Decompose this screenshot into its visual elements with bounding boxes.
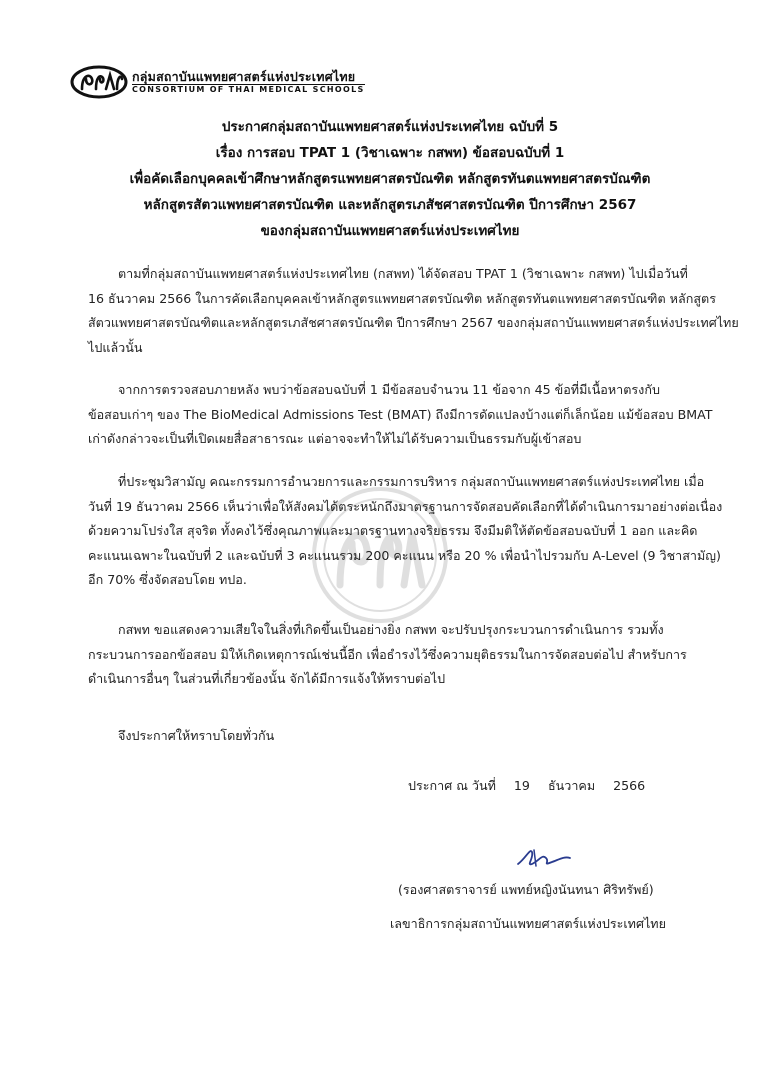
cots-logo-icon [70,65,128,99]
paragraph-line: ข้อสอบเก่าๆ ของ The BioMedical Admissions Test (BMAT) ถึงมีการดัดแปลงบ้างแต่ก็เล็กน้อย แม้ข้อสอบ BMAT [88,406,713,422]
paragraph-line: จึงประกาศให้ทราบโดยทั่วกัน [118,728,275,743]
org-name-english: CONSORTIUM OF THAI MEDICAL SCHOOLS [132,85,365,94]
paragraph-line: 16 ธันวาคม 2566 ในการคัดเลือกบุคคลเข้าหลักสูตรแพทยศาสตรบัณฑิต หลักสูตรทันตแพทยศาสตรบัณฑิต หลักสูตร [88,290,716,306]
paragraph-line: อีก 70% ซึ่งจัดสอบโดย ทปอ. [88,572,247,587]
paragraph-line: เก่าดังกล่าวจะเป็นที่เปิดเผยสื่อสาธารณะ แต่อาจจะทำให้ไม่ได้รับความเป็นธรรมกับผู้เข้าสอบ [88,431,582,446]
date-day: 19 [513,778,530,793]
title-line: เพื่อคัดเลือกบุคคลเข้าศึกษาหลักสูตรแพทยศาสตรบัณฑิต หลักสูตรทันตแพทยศาสตรบัณฑิต [129,171,651,187]
header-logo [70,62,365,102]
paragraph-line: สัตวแพทยศาสตรบัณฑิตและหลักสูตรเภสัชศาสตรบัณฑิต ปีการศึกษา 2567 ของกลุ่มสถาบันแพทยศาสตร์แห่งประเทศไทย [88,315,739,330]
title-line: หลักสูตรสัตวแพทยศาสตรบัณฑิต และหลักสูตรเภสัชศาสตรบัณฑิต ปีการศึกษา 2567 [143,197,637,213]
announcement-date [408,776,659,796]
paragraph-closing [88,724,688,749]
signer-role: เลขาธิการกลุ่มสถาบันแพทยศาสตร์แห่งประเทศไทย [390,916,666,931]
announcement-title [120,114,660,244]
signer-name: (รองศาสตราจารย์ แพทย์หญิงนันทนา ศิริทรัพย์) [398,882,654,897]
paragraph-line: กระบวนการออกข้อสอบ มิให้เกิดเหตุการณ์เช่นนี้อีก เพื่อธำรงไว้ซึ่งความยุติธรรมในการจัดสอบต่อไป สำหรับการ [88,646,687,662]
title-line: ของกลุ่มสถาบันแพทยศาสตร์แห่งประเทศไทย [260,223,520,239]
paragraph-line: ดำเนินการอื่นๆ ในส่วนที่เกี่ยวข้องนั้น จักได้มีการแจ้งให้ทราบต่อไป [88,671,446,686]
signature-icon [512,844,574,872]
paragraph-line: กสพท ขอแสดงความเสียใจในสิ่งที่เกิดขึ้นเป็นอย่างยิ่ง กสพท จะปรับปรุงกระบวนการดำเนินการ รวมทั้ง [118,622,664,637]
paragraph-line: วันที่ 19 ธันวาคม 2566 เห็นว่าเพื่อให้สังคมได้ตระหนักถึงมาตรฐานการจัดสอบคัดเลือกที่ได้ดำเนินการมาอย่างต่อเนื่อง [88,498,723,514]
paragraph-background [88,262,739,360]
date-label: ประกาศ ณ วันที่ [408,778,496,793]
paragraph-resolution [88,470,723,593]
paragraph-findings [88,378,713,452]
paragraph-line: ตามที่กลุ่มสถาบันแพทยศาสตร์แห่งประเทศไทย (กสพท) ได้จัดสอบ TPAT 1 (วิชาเฉพาะ กสพท) ไปเมื่อวันที่ [118,266,688,281]
paragraph-line: จากการตรวจสอบภายหลัง พบว่าข้อสอบฉบับที่ 1 มีข้อสอบจำนวน 11 ข้อจาก 45 ข้อที่มีเนื้อหาตรงกับ [118,382,660,397]
title-line: เรื่อง การสอบ TPAT 1 (วิชาเฉพาะ กสพท) ข้อสอบฉบับที่ 1 [215,145,565,161]
paragraph-apology [88,618,688,692]
paragraph-line: คะแนนเฉพาะในฉบับที่ 2 และฉบับที่ 3 คะแนนรวม 200 คะแนน หรือ 20 % เพื่อนำไปรวมกับ A-Level (9 วิชาสามัญ) [88,547,721,563]
paragraph-line: ไปแล้วนั้น [88,339,143,355]
title-line: ประกาศกลุ่มสถาบันแพทยศาสตร์แห่งประเทศไทย ฉบับที่ 5 [221,119,559,135]
paragraph-line: ที่ประชุมวิสามัญ คณะกรรมการอำนวยการและกรรมการบริหาร กลุ่มสถาบันแพทยศาสตร์แห่งประเทศไทย เมื่อ [118,474,705,489]
paragraph-line: ด้วยความโปร่งใส สุจริต ทั้งคงไว้ซึ่งคุณภาพและมาตรฐานทางจริยธรรม จึงมีมติให้ตัดข้อสอบฉบับที่ 1 ออก และคิด [88,523,698,538]
date-month: ธันวาคม [547,778,596,793]
date-year: 2566 [613,778,646,793]
org-name-thai: กลุ่มสถาบันแพทยศาสตร์แห่งประเทศไทย [132,69,356,84]
